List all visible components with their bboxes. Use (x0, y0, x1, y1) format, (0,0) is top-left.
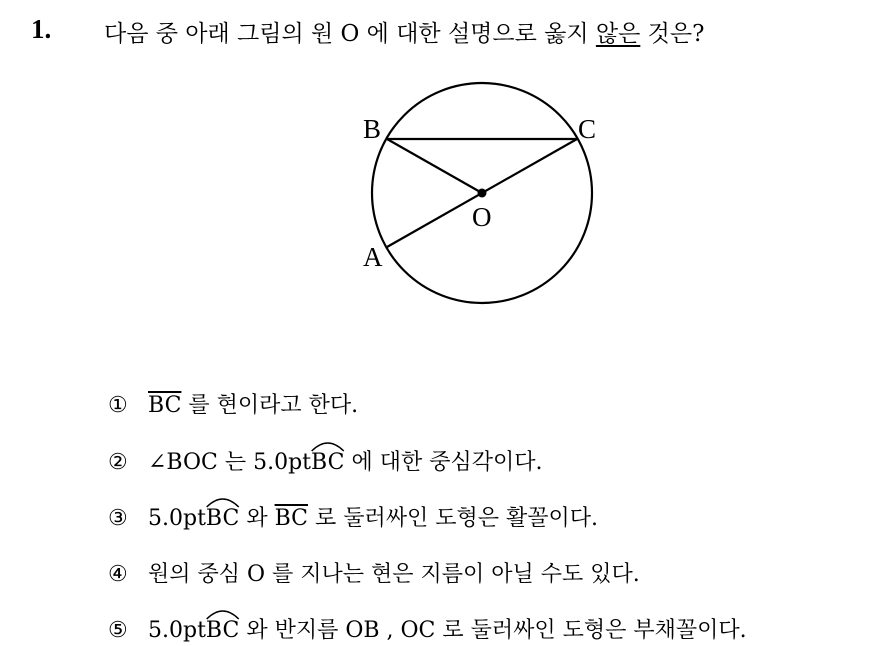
center-point-o (478, 189, 487, 198)
choice-number: ② (108, 450, 128, 475)
choice-5[interactable] (108, 613, 747, 644)
arc-symbol (206, 609, 239, 619)
choice-text: 와 (239, 506, 275, 531)
question-text-before: 다음 중 아래 그림의 원 O 에 대한 설명으로 옳지 (104, 21, 596, 47)
question-text-underlined: 않은 (595, 21, 641, 47)
choice-4[interactable] (108, 557, 640, 588)
choice-3[interactable] (108, 501, 598, 532)
label-a: A (363, 242, 383, 272)
choice-text: 원의 중심 O 를 지나는 현은 지름이 아닐 수도 있다. (148, 562, 640, 587)
label-b: B (363, 114, 382, 144)
arc-notation: BC (311, 450, 344, 475)
choice-number: ① (108, 393, 128, 418)
label-c: C (578, 114, 597, 144)
arc-symbol (311, 441, 344, 451)
choice-text: ∠BOC 는 5.0pt (148, 450, 312, 475)
arc-symbol (206, 497, 239, 507)
question-text-after: 것은? (640, 21, 705, 47)
arc-notation: BC (206, 618, 239, 643)
segment-notation: $\overline{BC}$ (274, 506, 309, 531)
choice-number: ③ (108, 506, 128, 531)
choice-text: 5.0pt (148, 618, 206, 643)
choice-text: 5.0pt (148, 506, 206, 531)
choice-text: 를 현이라고 한다. (181, 393, 359, 418)
choice-number: ④ (108, 562, 128, 587)
arc-notation: BC (206, 506, 239, 531)
label-o: O (472, 202, 492, 232)
radius-ob (387, 139, 482, 193)
choice-1[interactable] (108, 388, 358, 419)
segment-notation: $\overline{BC}$ (148, 393, 182, 418)
question-number: 1. (31, 14, 52, 44)
choice-2[interactable] (108, 445, 542, 476)
choice-text: 에 대한 중심각이다. (344, 450, 543, 475)
choice-text: 와 반지름 OB , OC 로 둘러싸인 도형은 부채꼴이다. (239, 618, 747, 643)
choice-text: 로 둘러싸인 도형은 활꼴이다. (308, 506, 599, 531)
choice-number: ⑤ (108, 618, 128, 643)
